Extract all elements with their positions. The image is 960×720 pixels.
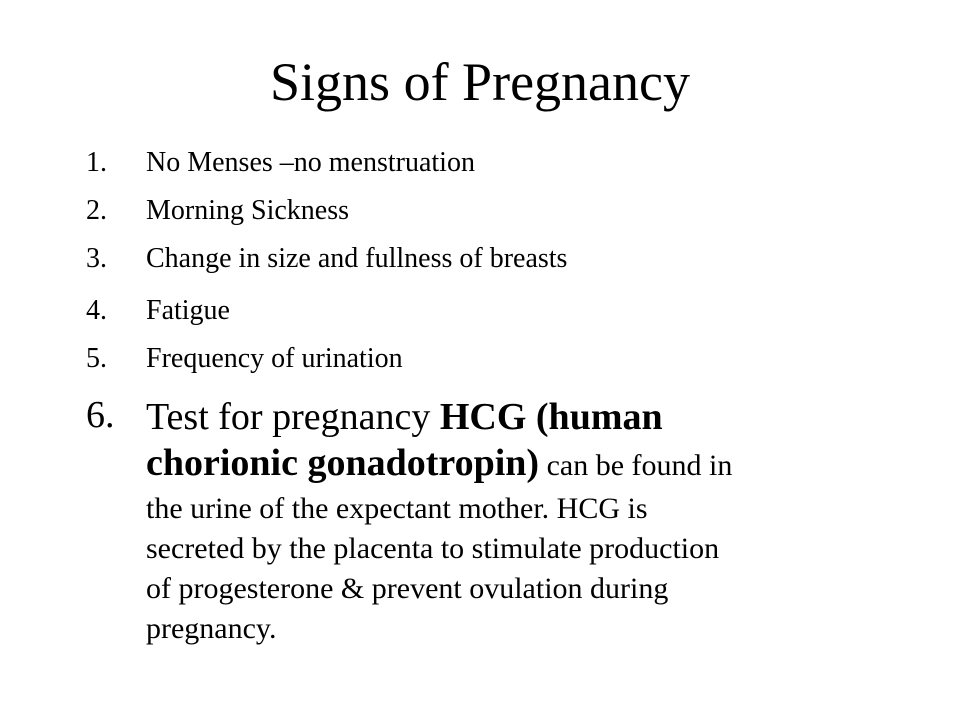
list-item-text xyxy=(146,394,906,649)
list-item-text: No Menses –no menstruation xyxy=(146,147,475,178)
list-item-number: 6. xyxy=(86,394,115,436)
list-item-text: Fatigue xyxy=(146,295,230,326)
item6-line-4: secreted by the placenta to stimulate production xyxy=(146,532,720,565)
list-item-number: 2. xyxy=(86,195,107,226)
list-item-text: Change in size and fullness of breasts xyxy=(146,243,568,274)
item6-line-6: pregnancy. xyxy=(146,612,277,645)
list-item-number: 5. xyxy=(86,343,107,374)
item6-line-3: the urine of the expectant mother. HCG is xyxy=(146,492,648,525)
item6-bold-hcg: HCG (human xyxy=(439,396,663,438)
item6-line-1 xyxy=(146,394,906,440)
list-item-number: 1. xyxy=(86,147,107,178)
item6-line-2 xyxy=(146,440,906,489)
item6-lead: Test for pregnancy xyxy=(146,396,440,438)
slide-title: Signs of Pregnancy xyxy=(270,52,690,112)
item6-rest: can be found in xyxy=(539,449,733,482)
item6-line-5: of progesterone & prevent ovulation during xyxy=(146,572,669,605)
list-item-text: Frequency of urination xyxy=(146,343,403,374)
item6-bold-gonadotropin: chorionic gonadotropin) xyxy=(146,442,540,484)
list-item-text: Morning Sickness xyxy=(146,195,349,226)
list-item-number: 3. xyxy=(86,243,107,274)
list-item-number: 4. xyxy=(86,295,107,326)
